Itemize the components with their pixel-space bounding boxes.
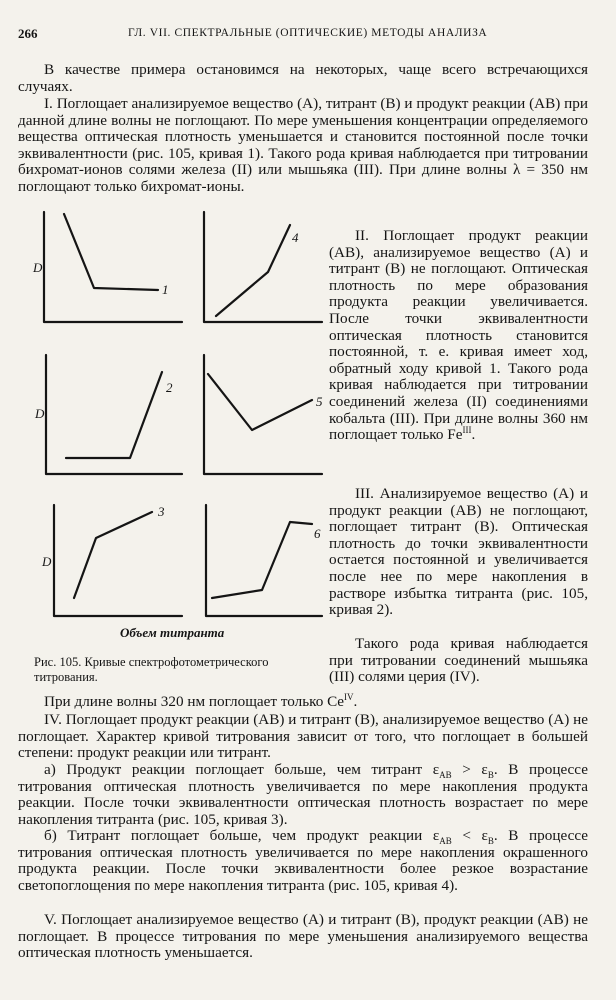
fe-oxidation-state: III xyxy=(462,425,472,436)
paragraph-case-1: I. Поглощает анализируемое вещество (А), титрант (В) и продукт реакции (АВ) при данной длине волны не поглощают. По мере уменьшения концентрации определяемого вещества оптическая плотность уменьшается и становится постоянной после точки эквивалентности (рис. 105, кривая 1). Такого рода кривая наблюдается при титровании бихромат-ионов солями железа (II) или мышьяка (III). При длине волны λ = 350 нм поглощают только бихромат-ионы. xyxy=(18,95,588,195)
page-number: 266 xyxy=(18,26,38,41)
curve-5 xyxy=(208,374,312,430)
paragraph-case-4b: б) Титрант поглощает больше, чем продукт реакции $\varepsilon_{AB} < \varepsilon_B$. В процессе титрования оптическая плотность увеличивается по мере накопления окрашенного продукта реакции. После точки эквивалентности более резкое возрастание светопоглощения по мере накопления титранта (рис. 105, кривая 4). xyxy=(18,827,588,894)
d-label-panel-1: D xyxy=(33,260,43,275)
paragraph-case-4: IV. Поглощает продукт реакции (АВ) и титрант (В), анализируемое вещество (А) не поглощает. Характер кривой титрования зависит от того, что поглощает в большей степени: продукт реакции или титрант. xyxy=(18,711,588,762)
axes-panel-5 xyxy=(204,355,322,474)
curve-4 xyxy=(216,225,290,316)
paragraph-case-3: III. Анализируемое вещество (А) и продукт реакции (АВ) не поглощают, поглощает титрант (В). Оптическая плотность до точки эквивалентности остается постоянной и увеличивается после нее по мере накопления в растворе избытка титранта (рис. 105, кривая 2). xyxy=(329,485,588,619)
figure-caption: Рис. 105. Кривые спектрофотометрического титрования. xyxy=(34,655,269,684)
titration-curves-plot xyxy=(0,0,330,660)
paragraph-case-4a: а) Продукт реакции поглощает больше, чем титрант $\varepsilon_{AB} > \varepsilon_B$. В процессе титрования оптическая плотность увеличивается по мере накопления продукта реакции. После точки эквивалентности оптическая плотность возрастает по мере накопления титранта (рис. 105, кривая 3). xyxy=(18,761,588,828)
curve-label-5: 5 xyxy=(316,394,323,409)
paragraph-case-3b: Такого рода кривая наблюдается при титровании соединений мышьяка (III) солями церия (IV). xyxy=(329,635,588,686)
curve-2 xyxy=(66,372,162,458)
curve-6 xyxy=(212,522,312,598)
curve-label-1: 1 xyxy=(162,282,169,297)
ce-oxidation-state: IV xyxy=(344,691,354,702)
paragraph-case-2: II. Поглощает продукт реакции (АВ), анализируемое вещество (А) и титрант (В) не поглощают. Оптическая плотность по мере образования продукта реакции увеличивается. После точки эквивалентности оптическая плотность становится постоянной, т. е. кривая имеет ход, обратный ходу кривой 1. Такого рода кривая наблюдается при титровании соединений железа (II) соединениями кобальта (III). При длине волны 360 нм поглощает только $Fe^{III}$. xyxy=(329,227,588,444)
curve-label-4: 4 xyxy=(292,230,299,245)
axes-panel-6 xyxy=(206,505,322,616)
curve-1 xyxy=(64,214,158,290)
paragraph-case-5: V. Поглощает анализируемое вещество (А) и титрант (В), продукт реакции (АВ) не поглощает. В процессе титрования по мере уменьшения анализируемого вещества оптическая плотность уменьшается. xyxy=(18,911,588,962)
curve-label-2: 2 xyxy=(166,380,173,395)
d-label-panel-3: D xyxy=(42,554,52,569)
axes-panel-3 xyxy=(54,505,182,616)
running-title: ГЛ. VII. СПЕКТРАЛЬНЫЕ (ОПТИЧЕСКИЕ) МЕТОДЫ АНАЛИЗА xyxy=(128,27,488,39)
curve-label-3: 3 xyxy=(158,504,165,519)
paragraph-intro: В качестве примера остановимся на некоторых, чаще всего встречающихся случаях. xyxy=(18,61,588,95)
paragraph-case-3c: При длине волны 320 нм поглощает только $Ce^{IV}$. xyxy=(44,691,358,710)
paragraph-case-2-text: II. Поглощает продукт реакции (АВ), анализируемое вещество (А) и титрант (В) не поглощают. Оптическая плотность по мере образования продукта реакции увеличивается. После точки эквивалентности оптическая плотность становится постоянной, т. е. кривая имеет ход, обратный ходу кривой 1. Такого рода кривая наблюдается при титровании соединений железа (II) соединениями кобальта (III). При длине волны 360 нм поглощает только Fe xyxy=(329,227,588,444)
curve-3 xyxy=(74,512,152,598)
axes-panel-1 xyxy=(44,212,182,322)
x-axis-label: Объем титранта xyxy=(120,625,225,640)
axes-panel-4 xyxy=(204,212,322,322)
d-label-panel-2: D xyxy=(35,406,45,421)
curve-label-6: 6 xyxy=(314,526,321,541)
